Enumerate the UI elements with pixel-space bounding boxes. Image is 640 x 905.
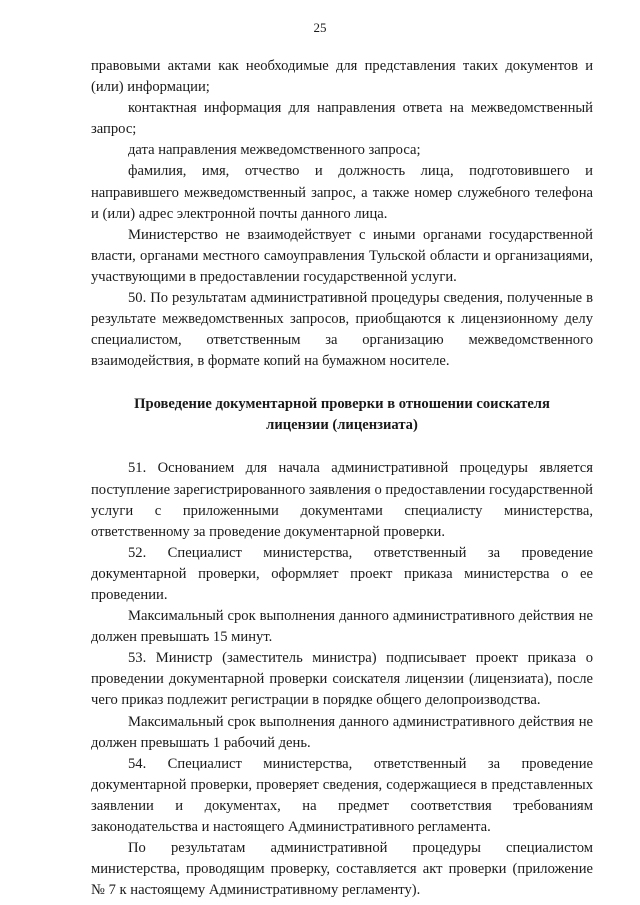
paragraph-ministry-interaction: Министерство не взаимодействует с иными органами государственной власти, органами местного самоуправления Тульской области и организациями, участвующими в предоставлении государственной услуги. [91, 226, 593, 285]
paragraph-requester-details: фамилия, имя, отчество и должность лица, подготовившего и направившего межведомственный запрос, а также номер служебного телефона и (или) адрес электронной почты данного лица. [91, 163, 593, 222]
paragraph-legal-acts: правовыми актами как необходимые для представления таких документов и (или) информации; [91, 58, 593, 96]
section-heading-line-2: лицензии (лицензиата) [266, 417, 418, 434]
section-heading [91, 394, 593, 436]
paragraph-contact-info: контактная информация для направления ответа на межведомственный запрос; [91, 100, 593, 138]
page-number: 25 [313, 20, 327, 35]
paragraph-inspection-act: По результатам административной процедуры специалистом министерства, проводящим проверку, составляется акт проверки (приложение № 7 к настоящему Административному регламенту). [91, 840, 593, 899]
paragraph-item-52: 52. Специалист министерства, ответственный за проведение документарной проверки, оформляет проект приказа министерства о ее проведении. [91, 544, 593, 603]
paragraph-deadline-15-min: Максимальный срок выполнения данного административного действия не должен превышать 15 минут. [91, 608, 593, 646]
section-heading-line-1: Проведение документарной проверки в отношении соискателя [134, 396, 550, 413]
paragraph-request-date: дата направления межведомственного запроса; [128, 142, 421, 159]
document-body [91, 56, 593, 901]
paragraph-item-53: 53. Министр (заместитель министра) подписывает проект приказа о проведении документарной проверки соискателя лицензии (лицензиата), после чего приказ подлежит регистрации в порядке общего делопроизводства. [91, 650, 593, 709]
paragraph-item-51: 51. Основанием для начала административной процедуры является поступление зарегистрированного заявления о предоставлении государственной услуги с приложенными документами специалисту министерства, ответственному за проведение документарной проверки. [91, 460, 593, 540]
paragraph-deadline-1-day: Максимальный срок выполнения данного административного действия не должен превышать 1 рабочий день. [91, 713, 593, 751]
paragraph-item-54: 54. Специалист министерства, ответственный за проведение документарной проверки, проверяет сведения, содержащиеся в представленных заявлении и документах, на предмет соответствия требованиям законодательства и настоящего Административного регламента. [91, 755, 593, 835]
paragraph-item-50: 50. По результатам административной процедуры сведения, полученные в результате межведомственных запросов, приобщаются к лицензионному делу специалистом, ответственным за организацию межведомственного взаимодействия, в формате копий на бумажном носителе. [91, 290, 593, 370]
